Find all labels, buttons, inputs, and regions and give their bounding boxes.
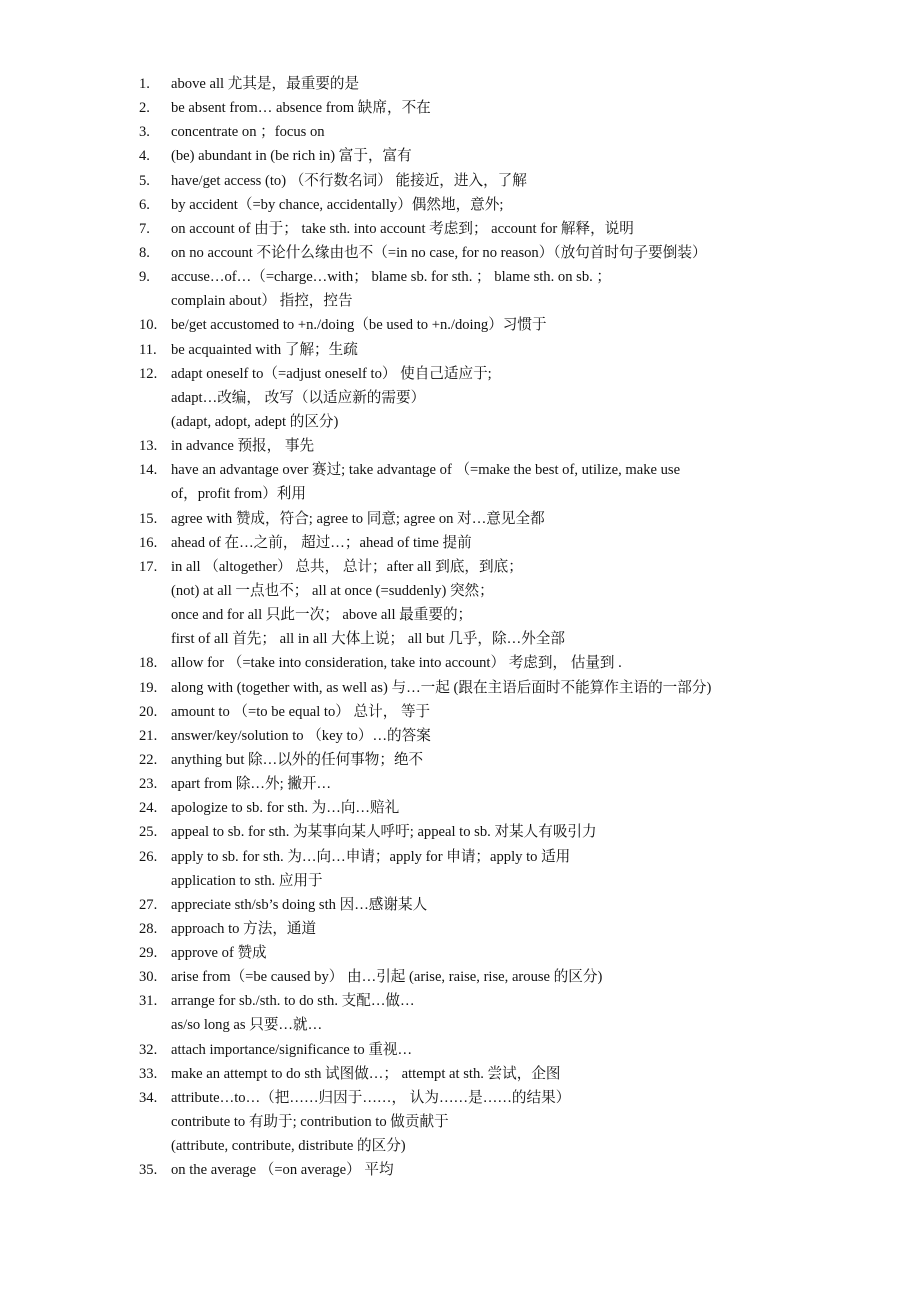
list-item — [0, 941, 920, 965]
list-item — [0, 531, 920, 555]
item-number: 35. — [139, 1162, 158, 1179]
item-text: approach to 方法，通道 — [171, 920, 317, 937]
item-text: be absent from… absence from 缺席，不在 — [171, 100, 431, 117]
list-item — [0, 507, 920, 531]
item-text: arrange for sb./sth. to do sth. 支配…做… — [171, 993, 415, 1010]
list-item — [0, 893, 920, 917]
item-text: in all （altogether） 总共， 总计；after all 到底，到底； — [171, 558, 523, 575]
item-text: be acquainted with 了解；生疏 — [171, 341, 358, 358]
list-item — [0, 265, 920, 289]
list-item — [0, 748, 920, 772]
list-item — [0, 676, 920, 700]
item-number: 27. — [139, 896, 158, 913]
item-number: 31. — [139, 993, 158, 1010]
item-number: 10. — [139, 317, 158, 334]
item-text: appeal to sb. for sth. 为某事向某人呼吁; appeal to sb. 对某人有吸引力 — [171, 824, 597, 841]
item-text: on the average （=on average） 平均 — [171, 1162, 394, 1179]
list-item — [0, 72, 920, 96]
item-number: 32. — [139, 1041, 158, 1058]
item-text: along with (together with, as well as) 与…一起 (跟在主语后面时不能算作主语的一部分) — [171, 679, 712, 696]
list-item — [0, 845, 920, 869]
item-number: 21. — [139, 727, 158, 744]
list-item — [0, 772, 920, 796]
list-item — [0, 1158, 920, 1182]
item-text: on account of 由于； take sth. into account 考虑到； account for 解释，说明 — [171, 220, 634, 237]
item-text: above all 尤其是，最重要的是 — [171, 76, 360, 92]
item-number: 28. — [139, 920, 158, 937]
list-item-continuation — [0, 410, 920, 434]
item-number: 9. — [139, 269, 150, 286]
list-item-continuation — [0, 386, 920, 410]
item-number: 25. — [139, 824, 158, 841]
item-text: (adapt, adopt, adept 的区分) — [171, 413, 339, 430]
item-text: adapt oneself to（=adjust oneself to） 使自己适应于; — [171, 365, 492, 382]
item-text: be/get accustomed to +n./doing（be used to +n./doing）习惯于 — [171, 317, 547, 334]
item-text: on no account 不论什么缘由也不（=in no case, for no reason）（放句首时句子要倒装） — [171, 244, 707, 261]
item-number: 1. — [139, 76, 150, 92]
list-item — [0, 1086, 920, 1110]
item-text: approve of 赞成 — [171, 945, 267, 962]
item-number: 30. — [139, 969, 158, 986]
item-number: 24. — [139, 800, 158, 817]
item-text: complain about） 指控，控告 — [171, 293, 353, 310]
list-item-continuation — [0, 1013, 920, 1037]
item-text: amount to （=to be equal to） 总计， 等于 — [171, 703, 431, 720]
list-item — [0, 965, 920, 989]
list-item-continuation — [0, 289, 920, 313]
list-item-continuation — [0, 579, 920, 603]
list-item-continuation — [0, 603, 920, 627]
item-text: by accident（=by chance, accidentally）偶然地，意外; — [171, 196, 504, 213]
list-item — [0, 338, 920, 362]
list-item — [0, 917, 920, 941]
item-text: make an attempt to do sth 试图做…； attempt at sth. 尝试，企图 — [171, 1065, 561, 1082]
item-number: 17. — [139, 558, 158, 575]
item-text: as/so long as 只要…就… — [171, 1017, 323, 1034]
item-text: accuse…of…（=charge…with； blame sb. for sth. ； blame sth. on sb. ； — [171, 269, 612, 286]
list-item — [0, 700, 920, 724]
item-text: have/get access (to) （不行数名词） 能接近，进入，了解 — [171, 172, 527, 189]
item-number: 23. — [139, 776, 158, 793]
list-item-continuation — [0, 1134, 920, 1158]
list-item-continuation — [0, 482, 920, 506]
item-number: 4. — [139, 148, 150, 165]
item-text: arise from（=be caused by） 由…引起 (arise, raise, rise, arouse 的区分) — [171, 969, 603, 986]
item-text: in advance 预报， 事先 — [171, 438, 315, 455]
item-number: 22. — [139, 751, 158, 768]
list-item-continuation — [0, 869, 920, 893]
item-text: appreciate sth/sb’s doing sth 因…感谢某人 — [171, 896, 428, 913]
item-text: (be) abundant in (be rich in) 富于，富有 — [171, 148, 412, 165]
list-item — [0, 193, 920, 217]
document-body — [0, 72, 920, 1182]
item-number: 14. — [139, 462, 158, 479]
list-item — [0, 217, 920, 241]
item-text: (not) at all 一点也不； all at once (=suddenly) 突然； — [171, 582, 494, 599]
item-number: 13. — [139, 438, 158, 455]
list-item — [0, 434, 920, 458]
item-number: 26. — [139, 848, 158, 865]
list-item — [0, 820, 920, 844]
list-item — [0, 796, 920, 820]
item-number: 3. — [139, 124, 150, 141]
item-text: adapt…改编， 改写（以适应新的需要） — [171, 389, 426, 406]
item-text: of，profit from）利用 — [171, 486, 306, 503]
item-number: 11. — [139, 341, 157, 358]
list-item — [0, 555, 920, 579]
item-text: concentrate on ；focus on — [171, 124, 325, 141]
item-number: 8. — [139, 244, 150, 261]
item-text: first of all 首先； all in all 大体上说； all but 几乎，除…外全部 — [171, 631, 565, 648]
list-item — [0, 144, 920, 168]
list-item — [0, 313, 920, 337]
list-item — [0, 989, 920, 1013]
item-text: (attribute, contribute, distribute 的区分) — [171, 1138, 406, 1155]
list-item — [0, 96, 920, 120]
item-text: have an advantage over 赛过; take advantage of （=make the best of, utilize, make use — [171, 462, 681, 479]
list-item — [0, 1062, 920, 1086]
item-number: 16. — [139, 534, 158, 551]
item-number: 12. — [139, 365, 158, 382]
item-number: 19. — [139, 679, 158, 696]
item-number: 29. — [139, 945, 158, 962]
item-text: attribute…to…（把……归因于……， 认为……是……的结果） — [171, 1089, 571, 1106]
item-number: 6. — [139, 196, 150, 213]
item-text: application to sth. 应用于 — [171, 872, 323, 889]
item-number: 7. — [139, 220, 150, 237]
list-item-continuation — [0, 627, 920, 651]
list-item — [0, 1038, 920, 1062]
list-item — [0, 120, 920, 144]
item-text: attach importance/significance to 重视… — [171, 1041, 413, 1058]
list-item — [0, 458, 920, 482]
item-number: 15. — [139, 510, 158, 527]
item-text: ahead of 在…之前， 超过…；ahead of time 提前 — [171, 534, 472, 551]
item-text: apply to sb. for sth. 为…向…申请；apply for 申请；apply to 适用 — [171, 848, 571, 865]
item-text: contribute to 有助于; contribution to 做贡献于 — [171, 1114, 449, 1131]
item-text: apologize to sb. for sth. 为…向…赔礼 — [171, 800, 400, 817]
item-text: once and for all 只此一次； above all 最重要的； — [171, 607, 473, 624]
item-text: agree with 赞成，符合; agree to 同意; agree on 对…意见全都 — [171, 510, 545, 527]
list-item — [0, 362, 920, 386]
item-number: 33. — [139, 1065, 158, 1082]
item-number: 2. — [139, 100, 150, 117]
item-text: anything but 除…以外的任何事物；绝不 — [171, 751, 424, 768]
list-item — [0, 651, 920, 675]
item-text: apart from 除…外; 撇开… — [171, 776, 332, 793]
item-number: 20. — [139, 703, 158, 720]
item-text: answer/key/solution to （key to）…的答案 — [171, 727, 431, 744]
item-text: allow for （=take into consideration, take into account） 考虑到， 估量到 . — [171, 655, 622, 672]
list-item-continuation — [0, 1110, 920, 1134]
list-item — [0, 724, 920, 748]
item-number: 5. — [139, 172, 150, 189]
item-number: 34. — [139, 1089, 158, 1106]
list-item — [0, 241, 920, 265]
item-number: 18. — [139, 655, 158, 672]
list-item — [0, 169, 920, 193]
